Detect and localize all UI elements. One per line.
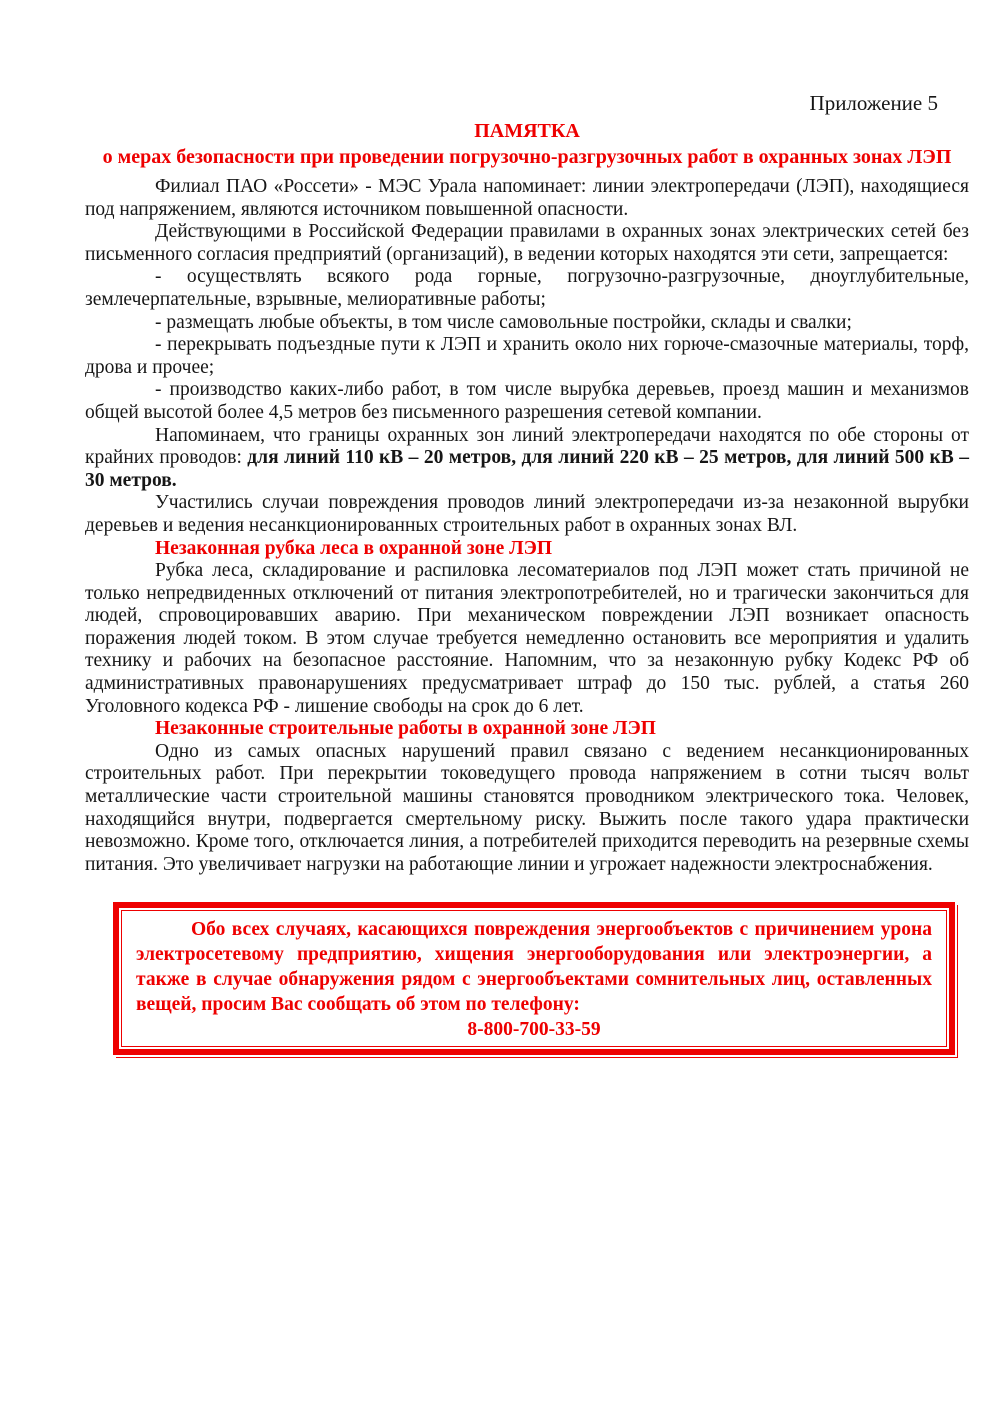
annex-label: Приложение 5 — [809, 91, 938, 115]
paragraph: - размещать любые объекты, в том числе самовольные постройки, склады и свалки; — [155, 311, 852, 333]
paragraph: Действующими в Российской Федерации правилами в охранных зонах электрических сетей без письменного согласия предприятий (организаций), в ведении которых находятся эти сети, запрещается: — [85, 221, 969, 265]
paragraph: Одно из самых опасных нарушений правил связано с ведением несанкционированных строительных работ. При перекрытии токоведущего провода напряжением в сотни тысяч вольт металлические части строительной машины становятся проводником электрического тока. Человек, находящийся внутри, подвергается смертельному риску. Выжить после такого удара практически невозможно. Кроме того, отключается линия, а потребителей приходится переводить на резервные схемы питания. Это увеличивает нагрузки на работающие линии и угрожает надежности электроснабжения. — [85, 740, 969, 875]
paragraph: Напоминаем, что границы охранных зон линий электропередачи находятся по обе стороны от крайних проводов: для линий 110 кВ – 20 метров, для линий 220 кВ – 25 метров, для линий 500 кВ – 30 метров. — [85, 424, 969, 491]
paragraph: - перекрывать подъездные пути к ЛЭП и хранить около них горюче-смазочные материалы, торф, дрова и прочее; — [85, 334, 969, 378]
paragraph: - производство каких-либо работ, в том числе вырубка деревьев, проезд машин и механизмов общей высотой более 4,5 метров без письменного разрешения сетевой компании. — [85, 379, 969, 423]
paragraph: Филиал ПАО «Россети» - МЭС Урала напоминает: линии электропередачи (ЛЭП), находящиеся под напряжением, являются источником повышенной опасности. — [85, 176, 969, 220]
alert-text: Обо всех случаях, касающихся повреждения энергообъектов с причинением урона электросетевому предприятию, хищения энергооборудования или электроэнергии, а также в случае обнаружения рядом с энергообъектами сомнительных лиц, оставленных вещей, просим Вас сообщать об этом по телефону: — [136, 919, 932, 1016]
bold-run: для линий 110 кВ – 20 метров, для линий 220 кВ – 25 метров, для линий 500 кВ – 30 метров. — [85, 447, 969, 491]
paragraph: - осуществлять всякого рода горные, погрузочно-разгрузочные, дноуглубительные, землечерпательные, взрывные, мелиоративные работы; — [85, 266, 969, 310]
document-title: ПАМЯТКА — [474, 120, 580, 142]
section-heading: Незаконные строительные работы в охранной зоне ЛЭП — [155, 718, 656, 740]
document-body — [85, 176, 969, 876]
section-heading: Незаконная рубка леса в охранной зоне ЛЭП — [155, 537, 553, 559]
document-subtitle: о мерах безопасности при проведении погрузочно-разгрузочных работ в охранных зонах ЛЭП — [102, 146, 952, 168]
paragraph: Рубка леса, складирование и распиловка лесоматериалов под ЛЭП может стать причиной не только непредвиденных отключений от питания электропотребителей, но и трагически закончиться для людей, спровоцировавших аварию. При механическом повреждении ЛЭП возникает опасность поражения людей током. В этом случае требуется немедленно остановить все мероприятия и удалить технику и рабочих на безопасное расстояние. Напомним, что за незаконную рубку Кодекс РФ об административных правонарушениях предусматривает штраф до 150 тыс. рублей, а статья 260 Уголовного кодекса РФ - лишение свободы на срок до 6 лет. — [85, 560, 969, 717]
paragraph: Участились случаи повреждения проводов линий электропередачи из-за незаконной вырубки деревьев и ведения несанкционированных строительных работ в охранных зонах ВЛ. — [85, 492, 969, 536]
alert-box — [113, 902, 955, 1055]
alert-phone-number: 8-800-700-33-59 — [467, 1019, 601, 1041]
